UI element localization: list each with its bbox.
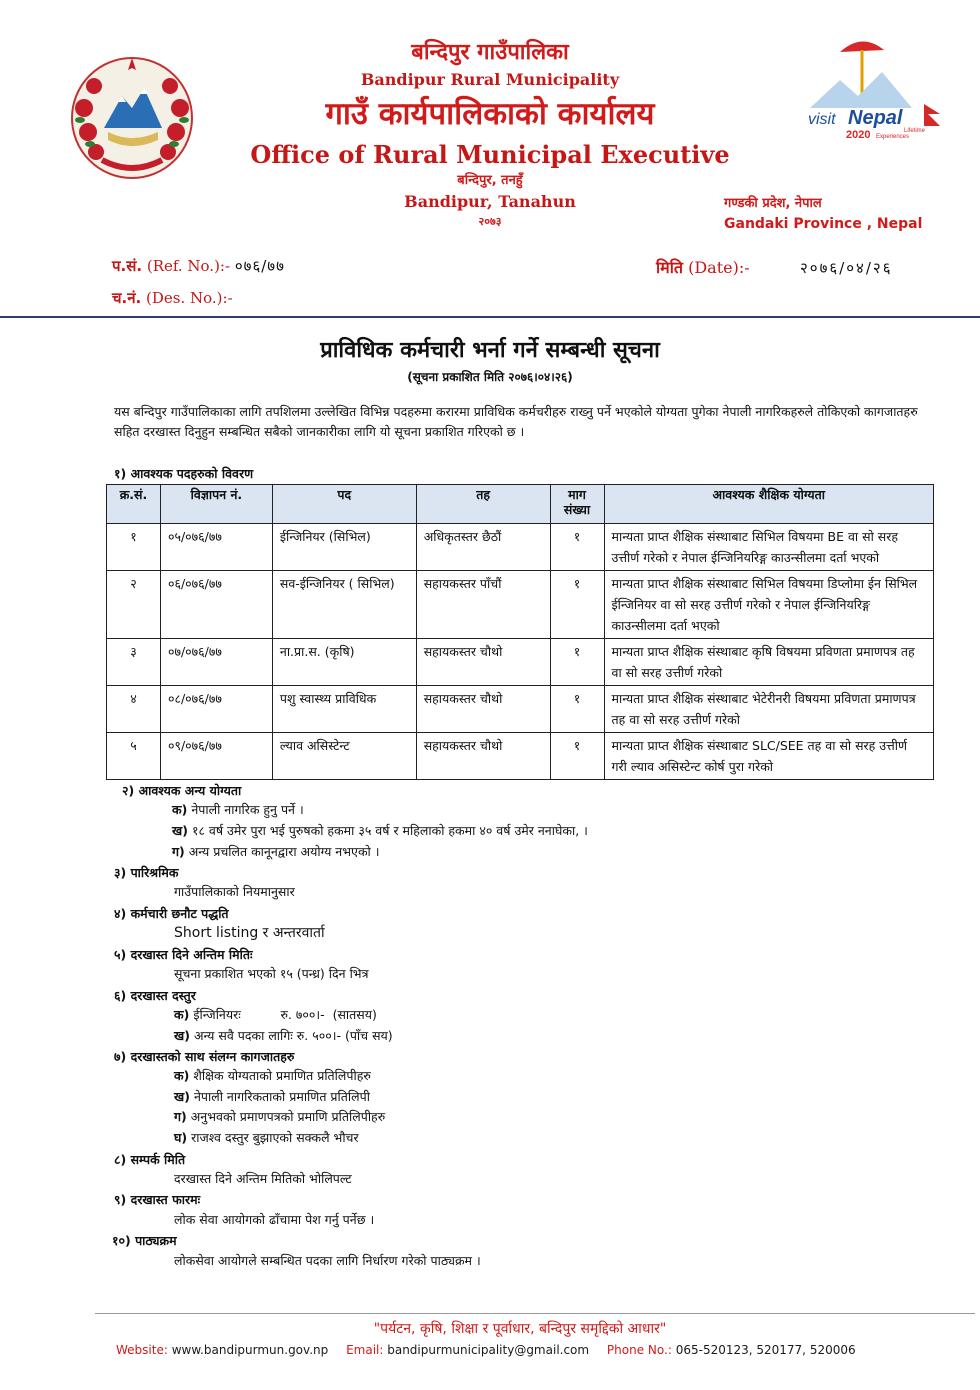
item-label: ग) [174, 1109, 187, 1124]
section-2-heading: २) आवश्यक अन्य योग्यता [122, 783, 242, 798]
section-5-heading: ५) दरखास्त दिने अन्तिम मितिः [114, 947, 253, 962]
cell-qualification: मान्यता प्राप्त शैक्षिक संस्थाबाट सिभिल विषयमा डिप्लोमा ईन सिभिल ईन्जिनियर वा सो सरह उत्तीर्ण गरेको र नेपाल ईन्जिनियरिङ्ग काउन्सीलमा दर्ता भएको [604, 571, 933, 639]
posts-table [106, 484, 934, 780]
section-7-heading: ७) दरखास्तको साथ संलग्न कागजातहरु [114, 1049, 295, 1064]
col-quantity: माग संख्या [550, 485, 604, 524]
ref-value: ०७६/७७ [234, 257, 285, 275]
item-text: राजश्व दस्तुर बुझाएको सक्कलै भौचर [191, 1130, 359, 1145]
cell-level: सहायकस्तर चौथो [416, 733, 550, 780]
email-link[interactable]: bandipurmunicipality@gmail.com [387, 1343, 590, 1357]
list-item [174, 1005, 377, 1025]
cell-post: पशु स्वास्थ्य प्राविधिक [272, 686, 416, 733]
cell-serial: ३ [107, 639, 161, 686]
section-3-heading: ३) पारिश्रमिक [114, 865, 179, 880]
table-row [107, 524, 934, 571]
notice-intro: यस बन्दिपुर गाउँपालिकाका लागि तपशिलमा उल्लेखित विभिन्न पदहरुमा करारमा प्राविधिक कर्मचरीहरु राख्नु पर्ने भएकोले योग्यता पुगेका नेपाली नागरिकहरुले तोकिएको कागजातहरु सहित दरखास्त दिनुहुन सम्बन्धित सबैको जानकारीका लागि यो सूचना प्रकाशित गरिएको छ । [114, 404, 918, 439]
visit-text: visit [808, 111, 836, 128]
cell-advert-no: ०९/०७६/७७ [160, 733, 272, 780]
section-9-text: लोक सेवा आयोगको ढाँचामा पेश गर्नु पर्नेछ । [174, 1212, 375, 1227]
notice-title: प्राविधिक कर्मचारी भर्ना गर्ने सम्बन्धी सूचना [320, 338, 660, 363]
section-4-text: Short listing र अन्तरवार्ता [174, 925, 325, 941]
header-divider [0, 316, 980, 318]
date-value: २०७६/०४/२६ [800, 259, 893, 277]
item-text: १८ वर्ष उमेर पुरा भई पुरुषको हकमा ३५ वर्ष र महिलाको हकमा ४० वर्ष उमेर ननाघेका, । [191, 823, 588, 838]
cell-qualification: मान्यता प्राप्त शैक्षिक संस्थाबाट कृषि विषयमा प्रविणता प्रमाणपत्र तह वा सो सरह उत्तीर्ण गरेको [604, 639, 933, 686]
tagline-2: Experiences [876, 134, 910, 140]
cell-advert-no: ०७/०७६/७७ [160, 639, 272, 686]
list-item [174, 1066, 371, 1086]
cell-post: सव-ईन्जिनियर ( सिभिल) [272, 571, 416, 639]
date-label-en: (Date):- [688, 258, 750, 277]
cell-level: अधिकृतस्तर छैठौं [416, 524, 550, 571]
cell-level: सहायकस्तर पाँचौं [416, 571, 550, 639]
website-label: Website: [116, 1343, 168, 1357]
notice-subtitle: (सूचना प्रकाशित मिति २०७६।०४।२६) [407, 370, 573, 384]
item-label: ग) [172, 844, 185, 859]
office-name-np: गाउँ कार्यपालिकाको कार्यालय [325, 96, 655, 132]
cell-quantity: १ [550, 524, 604, 571]
section-10-text: लोकसेवा आयोगले सम्बन्धित पदका लागि निर्धारण गरेको पाठ्यक्रम । [174, 1253, 481, 1268]
item-text: अन्य प्रचलित कानूनद्वारा अयोग्य नभएको । [188, 844, 380, 859]
table-row [107, 686, 934, 733]
table-row [107, 733, 934, 780]
year-text: 2020 [846, 129, 871, 141]
cell-serial: १ [107, 524, 161, 571]
item-label: ख) [174, 1089, 190, 1104]
item-text: अनुभवको प्रमाणपत्रको प्रमाणि प्रतिलिपीहरु [190, 1109, 386, 1124]
item-label: ख) [174, 1028, 190, 1043]
list-item [174, 1107, 385, 1127]
cell-level: सहायकस्तर चौथो [416, 686, 550, 733]
cell-level: सहायकस्तर चौथो [416, 639, 550, 686]
item-label: घ) [174, 1130, 188, 1145]
footer-slogan: "पर्यटन, कृषि, शिक्षा र पूर्वाधार, बन्दिपुर समृद्दिको आधार" [373, 1321, 667, 1337]
cell-serial: २ [107, 571, 161, 639]
table-row [107, 639, 934, 686]
cell-post: ल्याव असिस्टेन्ट [272, 733, 416, 780]
nepal-flag-icon [924, 104, 940, 126]
section-4-heading: ४) कर्मचारी छनौट पद्धति [114, 906, 229, 921]
location-en: Bandipur, Tanahun [404, 192, 576, 211]
des-label-np: च.नं. [112, 289, 142, 307]
col-level: तह [416, 485, 550, 524]
item-text: नेपाली नागरिकताको प्रमाणित प्रतिलिपी [193, 1089, 370, 1104]
section-6-heading: ६) दरखास्त दस्तुर [114, 988, 196, 1003]
item-text: अन्य सवै पदका लागिः रु. ५००।- (पाँच सय) [193, 1028, 393, 1043]
section-10-heading: १०) पाठ्यक्रम [112, 1233, 177, 1248]
letterhead [0, 0, 980, 315]
item-text: ईन्जिनियरः रु. ७००।- (सातसय) [193, 1007, 377, 1022]
cell-advert-no: ०५/०७६/७७ [160, 524, 272, 571]
ref-label-np: प.सं. [112, 257, 143, 275]
cell-qualification: मान्यता प्राप्त शैक्षिक संस्थाबाट SLC/SEE तह वा सो सरह उत्तीर्ण गरी ल्याव असिस्टेन्ट कोर्ष पुरा गरेको [604, 733, 933, 780]
list-item [174, 1087, 370, 1107]
cell-quantity: १ [550, 639, 604, 686]
list-item [172, 800, 304, 820]
item-label: क) [172, 802, 188, 817]
province-en: Gandaki Province , Nepal [724, 216, 923, 232]
cell-qualification: मान्यता प्राप्त शैक्षिक संस्थाबाट सिभिल विषयमा BE वा सो सरह उत्तीर्ण गरेको र नेपाल ईन्जिनियरिङ्ग काउन्सीलमा दर्ता भएको [604, 524, 933, 571]
phone-label: Phone No.: [606, 1343, 672, 1357]
cell-post: ना.प्रा.स. (कृषि) [272, 639, 416, 686]
cell-quantity: १ [550, 571, 604, 639]
ref-number [112, 256, 285, 276]
section-8-heading: ८) सम्पर्क मिति [114, 1152, 186, 1167]
list-item [174, 1026, 393, 1046]
cell-advert-no: ०६/०७६/७७ [160, 571, 272, 639]
cell-serial: ४ [107, 686, 161, 733]
cell-quantity: १ [550, 733, 604, 780]
office-name-en: Office of Rural Municipal Executive [250, 140, 730, 169]
list-item [172, 821, 588, 841]
section-8-text: दरखास्त दिने अन्तिम मितिको भोलिपल्ट [174, 1171, 352, 1186]
list-item [174, 1128, 359, 1148]
des-label-en: (Des. No.):- [146, 289, 233, 307]
col-post: पद [272, 485, 416, 524]
table-row [107, 571, 934, 639]
cell-serial: ५ [107, 733, 161, 780]
des-number [112, 288, 233, 308]
section-9-heading: ९) दरखास्त फारमः [114, 1192, 201, 1207]
list-item [172, 842, 380, 862]
item-text: नेपाली नागरिक हुनु पर्ने । [191, 802, 304, 817]
col-serial: क्र.सं. [107, 485, 161, 524]
municipality-name-np: बन्दिपुर गाउँपालिका [411, 40, 569, 65]
cell-advert-no: ०८/०७६/७७ [160, 686, 272, 733]
cell-quantity: १ [550, 686, 604, 733]
col-advert-no: विज्ञापन नं. [160, 485, 272, 524]
established-year: २०७३ [478, 215, 502, 228]
municipality-name-en: Bandipur Rural Municipality [360, 70, 620, 89]
item-label: क) [174, 1068, 190, 1083]
col-qualification: आवश्यक शैक्षिक योग्यता [604, 485, 933, 524]
visit-nepal-logo [800, 32, 950, 152]
section-1-heading: १) आवश्यक पदहरुको विवरण [114, 466, 254, 481]
section-5-text: सूचना प्रकाशित भएको १५ (पन्ध्र) दिन भित्र [174, 966, 369, 981]
table-header-row [107, 485, 934, 524]
date-label-np: मिति [656, 258, 683, 277]
section-3-text: गाउँपालिकाको नियमानुसार [174, 884, 295, 899]
footer-divider [95, 1313, 975, 1314]
cell-post: ईन्जिनियर (सिभिल) [272, 524, 416, 571]
ref-label-en: (Ref. No.):- [146, 257, 231, 275]
nepal-text: Nepal [848, 107, 903, 129]
tagline-1: Lifetime [904, 128, 926, 134]
phone-number: 065-520123, 520177, 520006 [675, 1343, 856, 1357]
date-label [656, 256, 750, 278]
item-label: क) [174, 1007, 190, 1022]
province-np: गण्डकी प्रदेश, नेपाल [724, 196, 822, 211]
item-label: ख) [172, 823, 188, 838]
location-np: बन्दिपुर, तनहुँ [457, 173, 523, 188]
footer-contact [116, 1343, 856, 1357]
cell-qualification: मान्यता प्राप्त शैक्षिक संस्थाबाट भेटेरीनरी विषयमा प्रविणता प्रमाणपत्र तह वा सो सरह उत्तीर्ण गरेको [604, 686, 933, 733]
item-text: शैक्षिक योग्यताको प्रमाणित प्रतिलिपीहरु [193, 1068, 371, 1083]
website-link[interactable]: www.bandipurmun.gov.np [171, 1343, 329, 1357]
email-label: Email: [346, 1343, 384, 1357]
